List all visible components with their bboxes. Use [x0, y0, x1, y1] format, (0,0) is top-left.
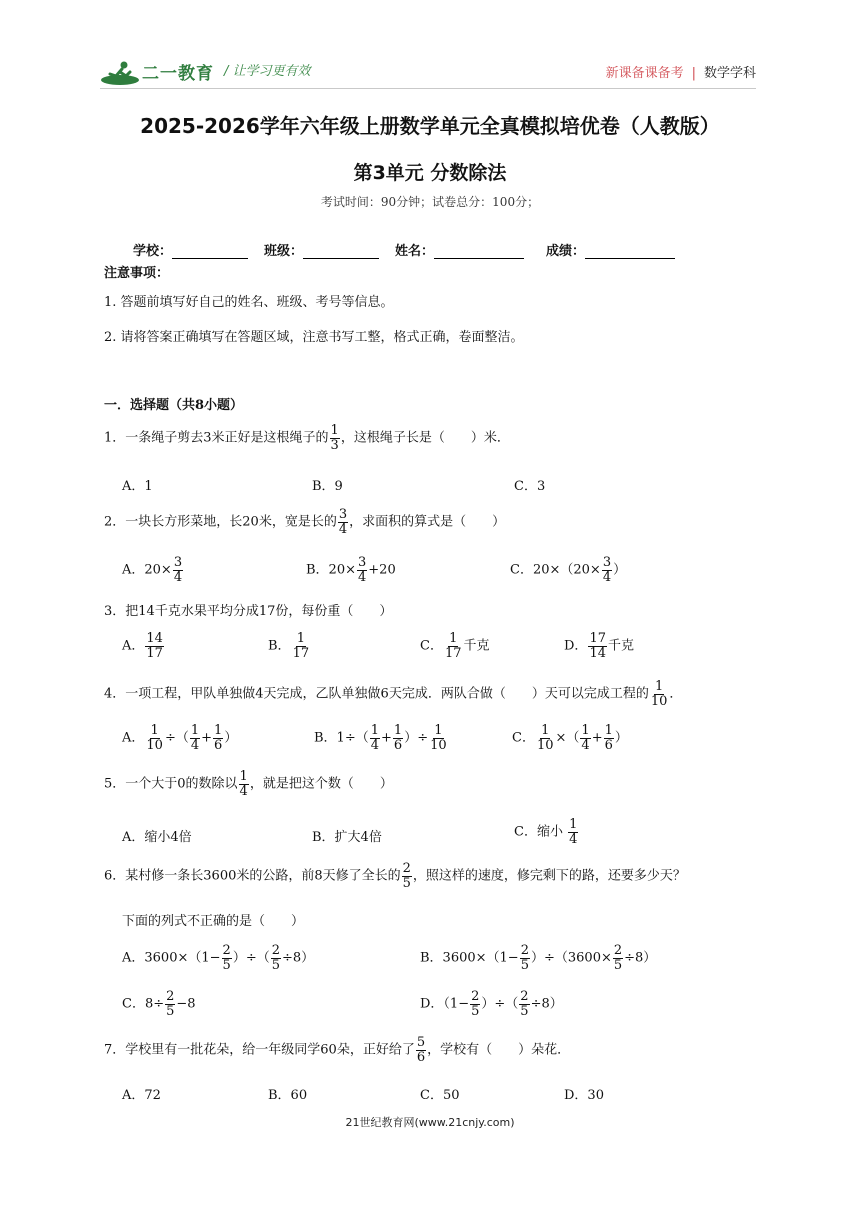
- fraction: $\frac{14}{17}$: [146, 631, 163, 661]
- page-title: 2025-2026学年六年级上册数学单元全真模拟培优卷（人教版）: [140, 114, 720, 138]
- school-label: 学校：: [133, 244, 173, 259]
- header-separator: |: [691, 66, 696, 81]
- page-header: [100, 54, 756, 90]
- header-subject: 数学学科: [703, 66, 756, 81]
- fraction: $\frac{2}{5}$: [402, 861, 411, 891]
- question-text: ，这根绳子长是（ ）米．: [340, 430, 510, 446]
- question-text: 1．一条绳子剪去3米正好是这根绳子的: [104, 430, 329, 446]
- option-a[interactable]: A．3600×（1− $\frac{2}{5}$ ）÷（ $\frac{2}{5}$ ÷8）: [122, 943, 315, 973]
- fraction: $\frac{1}{10}$: [650, 679, 668, 709]
- option-a[interactable]: A． $\frac{1}{10}$ ÷（ $\frac{1}{4}$ + $\frac{1}{6}$ ）: [122, 723, 238, 753]
- student-info-fields: [133, 240, 675, 259]
- notice-title: 注意事项：: [104, 266, 170, 281]
- option-b[interactable]: B．1÷（ $\frac{1}{4}$ + $\frac{1}{6}$ ）÷ $\frac{1}{10}$: [314, 723, 447, 753]
- option-a[interactable]: A．1: [122, 479, 153, 494]
- header-divider: [100, 88, 756, 89]
- option-c[interactable]: C． $\frac{1}{17}$ 千克: [420, 631, 490, 661]
- option-b[interactable]: B．9: [312, 479, 343, 494]
- brand-name: 二一教育: [142, 64, 214, 84]
- question-text: ，学校有（ ）朵花．: [427, 1042, 571, 1058]
- option-c[interactable]: C．8÷ $\frac{2}{5}$ −8: [122, 989, 196, 1019]
- option-c[interactable]: C．3: [514, 479, 546, 494]
- option-c[interactable]: C．20×（20× $\frac{3}{4}$ ）: [510, 555, 627, 585]
- slogan: / 让学习更有效: [224, 64, 311, 79]
- running-man-logo-icon: [100, 60, 140, 86]
- header-right: [606, 62, 756, 81]
- option-c[interactable]: C．50: [420, 1088, 460, 1103]
- question-text: ，照这样的速度，修完剩下的路，还要多少天？: [412, 868, 686, 884]
- option-b[interactable]: B．20× $\frac{3}{4}$ +20: [306, 555, 396, 585]
- fraction: $\frac{5}{6}$: [416, 1035, 426, 1065]
- fraction: $\frac{3}{4}$: [358, 555, 367, 585]
- option-a[interactable]: A．20× $\frac{3}{4}$: [122, 555, 183, 585]
- question-text: 4．一项工程，甲队单独做4天完成，乙队单独做6天完成．两队合做（ ）天可以完成工程的: [104, 686, 649, 702]
- section-heading: 一．选择题（共8小题）: [104, 398, 244, 413]
- unit-title: 第3单元 分数除法: [353, 162, 507, 184]
- school-blank[interactable]: [172, 244, 248, 259]
- question-text: 7．学校里有一批花朵，给一年级同学60朵，正好给了: [104, 1042, 415, 1058]
- name-label: 姓名：: [395, 244, 435, 259]
- question-text: 2．一块长方形菜地，长20米，宽是长的: [104, 514, 337, 530]
- option-c[interactable]: C． $\frac{1}{10}$ ×（ $\frac{1}{4}$ + $\frac{1}{6}$ ）: [512, 723, 628, 753]
- question-6: [104, 862, 686, 890]
- question-text: ，就是把这个数（ ）: [249, 776, 393, 792]
- option-c[interactable]: C．缩小 $\frac{1}{4}$: [514, 817, 578, 847]
- question-6-line-2: 下面的列式不正确的是（ ）: [122, 914, 305, 929]
- question-2: [104, 508, 505, 536]
- option-b[interactable]: B．60: [268, 1088, 308, 1103]
- question-text: 6．某村修一条长3600米的公路，前8天修了全长的: [104, 868, 401, 884]
- header-tag: 新课备课备考: [605, 66, 684, 81]
- question-text: ，求面积的算式是（ ）: [349, 514, 506, 530]
- score-label: 成绩：: [546, 244, 586, 259]
- option-d[interactable]: D．（1− $\frac{2}{5}$ ）÷（ $\frac{2}{5}$ ÷8）: [420, 989, 563, 1019]
- question-1: [104, 424, 510, 452]
- fraction: $\frac{3}{4}$: [173, 555, 183, 585]
- exam-info: 考试时间：90分钟；试卷总分：100分；: [320, 195, 540, 209]
- option-b[interactable]: B．3600×（1− $\frac{2}{5}$ ）÷（3600× $\frac{2}{5}$ ÷8）: [420, 943, 657, 973]
- fraction: $\frac{1}{4}$: [239, 769, 248, 799]
- fraction: $\frac{1}{17}$: [444, 631, 462, 661]
- option-b[interactable]: B．扩大4倍: [312, 830, 382, 845]
- option-d[interactable]: D．30: [564, 1088, 604, 1103]
- question-3: 3．把14千克水果平均分成17份，每份重（ ）: [104, 604, 393, 619]
- question-4: 4．一项工程，甲队单独做4天完成，乙队单独做6天完成．两队合做（ ）天可以完成工程的 $\frac{1}{10}$ ．: [104, 679, 683, 709]
- class-label: 班级：: [264, 244, 304, 259]
- name-blank[interactable]: [434, 244, 524, 259]
- question-5: [104, 770, 393, 798]
- option-a[interactable]: A．缩小4倍: [122, 830, 192, 845]
- notice-item: 2. 请将答案正确填写在答题区域，注意书写工整，格式正确，卷面整洁。: [104, 330, 524, 345]
- option-d[interactable]: D． $\frac{17}{14}$ 千克: [564, 631, 634, 661]
- question-text: 5．一个大于0的数除以: [104, 776, 238, 792]
- fraction: $\frac{1}{3}$: [330, 423, 339, 453]
- class-blank[interactable]: [303, 244, 379, 259]
- option-b[interactable]: B． $\frac{1}{17}$: [268, 631, 310, 661]
- option-a[interactable]: A． $\frac{14}{17}$: [122, 631, 163, 661]
- option-a[interactable]: A．72: [122, 1088, 161, 1103]
- question-7: [104, 1036, 570, 1064]
- fraction: $\frac{1}{17}$: [292, 631, 310, 661]
- score-blank[interactable]: [585, 244, 675, 259]
- notice-item: 1. 答题前填写好自己的姓名、班级、考号等信息。: [104, 295, 394, 310]
- fraction: $\frac{3}{4}$: [602, 555, 612, 585]
- fraction: $\frac{3}{4}$: [338, 507, 348, 537]
- fraction: $\frac{17}{14}$: [589, 631, 606, 661]
- page-footer[interactable]: 21世纪教育网(www.21cnjy.com): [345, 1116, 515, 1129]
